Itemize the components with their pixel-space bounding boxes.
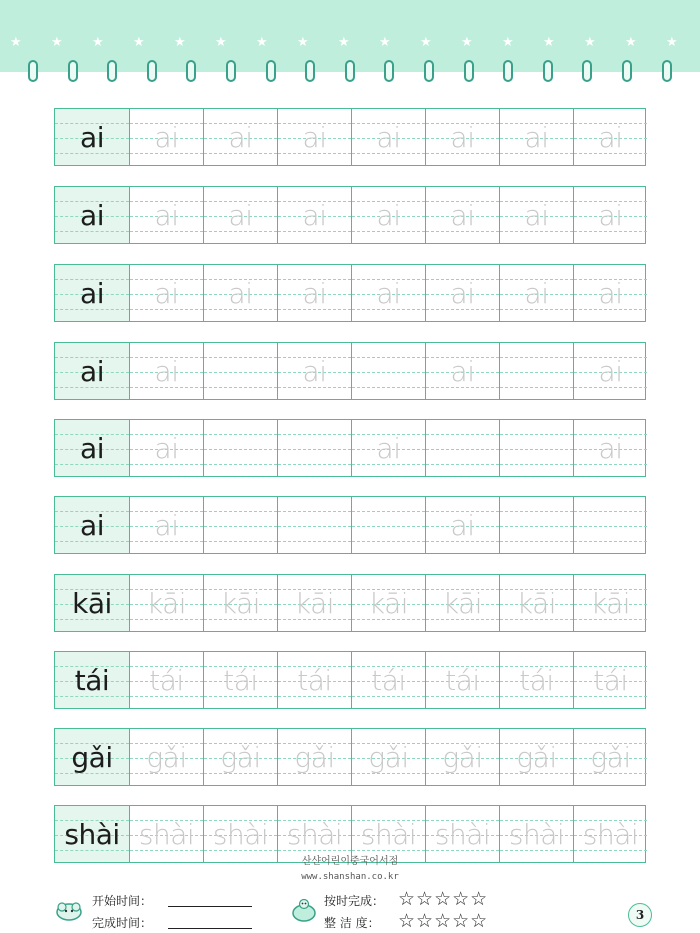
header-star-icon: ★ xyxy=(256,35,268,50)
trace-syllable: gǎi xyxy=(294,740,335,774)
binding-ring xyxy=(266,60,276,82)
practice-cell[interactable] xyxy=(277,652,351,708)
trace-syllable xyxy=(500,420,573,476)
model-syllable: ai xyxy=(80,431,104,465)
trace-syllable xyxy=(500,497,573,553)
header-star-icon: ★ xyxy=(502,35,514,50)
practice-cell[interactable] xyxy=(425,109,499,165)
practice-cell[interactable] xyxy=(351,652,425,708)
practice-cell[interactable] xyxy=(499,265,573,321)
model-cell xyxy=(55,187,129,243)
practice-cell[interactable] xyxy=(203,187,277,243)
trace-syllable: kāi xyxy=(516,586,557,620)
binding-ring xyxy=(503,60,513,82)
model-syllable: tái xyxy=(74,663,110,697)
header-star-icon: ★ xyxy=(461,35,473,50)
practice-cell[interactable] xyxy=(129,575,203,631)
model-cell xyxy=(55,343,129,399)
practice-row xyxy=(54,186,646,244)
practice-cell[interactable] xyxy=(277,265,351,321)
practice-cell[interactable] xyxy=(203,729,277,785)
model-syllable: ai xyxy=(80,276,104,310)
practice-cell[interactable] xyxy=(499,729,573,785)
trace-syllable: ai xyxy=(524,276,549,310)
trace-syllable: ai xyxy=(524,120,549,154)
trace-syllable: ai xyxy=(524,198,549,232)
start-time-label: 开始时间： xyxy=(92,894,153,908)
practice-row xyxy=(54,651,646,709)
practice-cell[interactable] xyxy=(129,729,203,785)
page-number: 3 xyxy=(628,903,652,927)
trace-syllable: tái xyxy=(371,663,406,697)
trace-syllable: gǎi xyxy=(368,740,409,774)
trace-syllable: ai xyxy=(450,198,475,232)
trace-syllable: kāi xyxy=(294,586,335,620)
binding-ring xyxy=(424,60,434,82)
binding-ring xyxy=(226,60,236,82)
practice-cell[interactable] xyxy=(573,575,647,631)
trace-syllable: gǎi xyxy=(516,740,557,774)
trace-syllable: shài xyxy=(434,817,491,851)
practice-cell[interactable] xyxy=(499,343,573,399)
binding-ring xyxy=(582,60,592,82)
model-cell xyxy=(55,575,129,631)
model-syllable: ai xyxy=(80,508,104,542)
practice-cell[interactable] xyxy=(277,187,351,243)
trace-syllable: shài xyxy=(582,817,639,851)
model-syllable: ai xyxy=(80,198,104,232)
trace-syllable: kāi xyxy=(146,586,187,620)
practice-cell[interactable] xyxy=(351,729,425,785)
trace-syllable: kāi xyxy=(590,586,631,620)
finish-time-blank xyxy=(168,928,252,929)
practice-cell[interactable] xyxy=(203,497,277,553)
header-star-icon: ★ xyxy=(10,35,22,50)
practice-row xyxy=(54,419,646,477)
header-star-icon: ★ xyxy=(584,35,596,50)
trace-syllable: ai xyxy=(376,431,401,465)
header-star-icon: ★ xyxy=(625,35,637,50)
model-syllable: ai xyxy=(80,354,104,388)
trace-syllable xyxy=(426,420,499,476)
trace-syllable: tái xyxy=(223,663,258,697)
model-syllable: kāi xyxy=(72,586,112,620)
binding-ring xyxy=(345,60,355,82)
model-cell xyxy=(55,420,129,476)
practice-cell[interactable] xyxy=(499,497,573,553)
practice-cell[interactable] xyxy=(129,420,203,476)
practice-cell[interactable] xyxy=(425,265,499,321)
practice-cell[interactable] xyxy=(351,187,425,243)
on-time-label: 按时完成： xyxy=(324,894,385,908)
binding-ring xyxy=(662,60,672,82)
binding-ring xyxy=(543,60,553,82)
turtle-icon xyxy=(290,898,318,924)
trace-syllable: ai xyxy=(598,198,623,232)
header-star-icon: ★ xyxy=(297,35,309,50)
trace-syllable: ai xyxy=(228,198,253,232)
practice-cell[interactable] xyxy=(425,575,499,631)
practice-cell[interactable] xyxy=(425,652,499,708)
watermark-url: www.shanshan.co.kr xyxy=(301,872,399,882)
binding-ring xyxy=(305,60,315,82)
practice-cell[interactable] xyxy=(425,497,499,553)
practice-cell[interactable] xyxy=(203,420,277,476)
binding-ring xyxy=(384,60,394,82)
model-cell xyxy=(55,109,129,165)
practice-cell[interactable] xyxy=(277,420,351,476)
binding-ring xyxy=(464,60,474,82)
finish-time-label: 完成时间： xyxy=(92,916,153,930)
practice-cell[interactable] xyxy=(573,343,647,399)
practice-row xyxy=(54,108,646,166)
trace-syllable: shài xyxy=(360,817,417,851)
model-cell xyxy=(55,652,129,708)
practice-cell[interactable] xyxy=(277,109,351,165)
trace-syllable: ai xyxy=(376,276,401,310)
trace-syllable: ai xyxy=(154,354,179,388)
trace-syllable: shài xyxy=(212,817,269,851)
binding-ring xyxy=(147,60,157,82)
neatness-rating-stars[interactable]: ☆☆☆☆☆ xyxy=(398,910,489,932)
trace-syllable: ai xyxy=(154,431,179,465)
model-cell xyxy=(55,497,129,553)
practice-cell[interactable] xyxy=(277,497,351,553)
header-star-icon: ★ xyxy=(133,35,145,50)
practice-cell[interactable] xyxy=(573,109,647,165)
practice-row xyxy=(54,264,646,322)
trace-syllable xyxy=(204,420,277,476)
trace-syllable: tái xyxy=(593,663,628,697)
practice-cell[interactable] xyxy=(351,343,425,399)
practice-cell[interactable] xyxy=(351,575,425,631)
trace-syllable xyxy=(204,343,277,399)
trace-syllable: ai xyxy=(302,198,327,232)
practice-row xyxy=(54,496,646,554)
trace-syllable: kāi xyxy=(220,586,261,620)
practice-cell[interactable] xyxy=(203,343,277,399)
trace-syllable: shài xyxy=(138,817,195,851)
practice-cell[interactable] xyxy=(129,265,203,321)
header-star-icon: ★ xyxy=(420,35,432,50)
trace-syllable: tái xyxy=(445,663,480,697)
practice-cell[interactable] xyxy=(351,265,425,321)
practice-cell[interactable] xyxy=(351,497,425,553)
practice-cell[interactable] xyxy=(351,109,425,165)
trace-syllable xyxy=(278,420,351,476)
practice-cell[interactable] xyxy=(277,575,351,631)
trace-syllable xyxy=(352,497,425,553)
practice-cell[interactable] xyxy=(573,420,647,476)
header-star-icon: ★ xyxy=(92,35,104,50)
trace-syllable: ai xyxy=(228,120,253,154)
trace-syllable: ai xyxy=(154,198,179,232)
practice-cell[interactable] xyxy=(573,265,647,321)
practice-cell[interactable] xyxy=(129,497,203,553)
header-star-icon: ★ xyxy=(543,35,555,50)
trace-syllable: ai xyxy=(302,120,327,154)
practice-cell[interactable] xyxy=(425,187,499,243)
practice-cell[interactable] xyxy=(425,343,499,399)
neatness-label: 整 洁 度： xyxy=(324,916,380,930)
trace-syllable: tái xyxy=(149,663,184,697)
trace-syllable: gǎi xyxy=(146,740,187,774)
trace-syllable: ai xyxy=(154,120,179,154)
binding-ring xyxy=(28,60,38,82)
model-syllable: ai xyxy=(80,120,104,154)
trace-syllable: ai xyxy=(302,354,327,388)
trace-syllable xyxy=(500,343,573,399)
practice-cell[interactable] xyxy=(129,343,203,399)
practice-cell[interactable] xyxy=(573,652,647,708)
binding-ring xyxy=(186,60,196,82)
practice-cell[interactable] xyxy=(573,497,647,553)
practice-row xyxy=(54,342,646,400)
trace-syllable: shài xyxy=(286,817,343,851)
practice-row xyxy=(54,728,646,786)
practice-cell[interactable] xyxy=(203,265,277,321)
practice-cell[interactable] xyxy=(499,420,573,476)
trace-syllable: ai xyxy=(598,354,623,388)
header-star-icon: ★ xyxy=(51,35,63,50)
trace-syllable xyxy=(574,497,647,553)
trace-syllable: ai xyxy=(450,508,475,542)
trace-syllable: ai xyxy=(228,276,253,310)
practice-row xyxy=(54,574,646,632)
practice-cell[interactable] xyxy=(129,109,203,165)
practice-cell[interactable] xyxy=(425,729,499,785)
trace-syllable: shài xyxy=(508,817,565,851)
trace-syllable: ai xyxy=(376,198,401,232)
trace-syllable: gǎi xyxy=(590,740,631,774)
trace-syllable: ai xyxy=(450,276,475,310)
trace-syllable xyxy=(278,497,351,553)
trace-syllable: ai xyxy=(450,120,475,154)
practice-cell[interactable] xyxy=(499,187,573,243)
practice-cell[interactable] xyxy=(129,187,203,243)
model-cell xyxy=(55,265,129,321)
trace-syllable: ai xyxy=(376,120,401,154)
trace-syllable: tái xyxy=(519,663,554,697)
practice-cell[interactable] xyxy=(277,343,351,399)
header-star-icon: ★ xyxy=(174,35,186,50)
practice-cell[interactable] xyxy=(277,729,351,785)
practice-cell[interactable] xyxy=(203,575,277,631)
header-star-icon: ★ xyxy=(666,35,678,50)
binding-ring xyxy=(107,60,117,82)
trace-syllable: kāi xyxy=(442,586,483,620)
model-cell xyxy=(55,729,129,785)
trace-syllable: gǎi xyxy=(220,740,261,774)
practice-cell[interactable] xyxy=(351,420,425,476)
start-time-blank xyxy=(168,906,252,907)
practice-cell[interactable] xyxy=(499,109,573,165)
trace-syllable: ai xyxy=(598,120,623,154)
practice-cell[interactable] xyxy=(203,652,277,708)
model-syllable: shài xyxy=(64,817,120,851)
watermark-korean: 산샨어린이중국어서점 xyxy=(301,856,399,867)
trace-syllable: ai xyxy=(154,276,179,310)
sheep-icon xyxy=(54,900,84,922)
header-star-icon: ★ xyxy=(338,35,350,50)
trace-syllable xyxy=(352,343,425,399)
binding-ring xyxy=(622,60,632,82)
practice-cell[interactable] xyxy=(573,187,647,243)
trace-syllable: gǎi xyxy=(442,740,483,774)
model-syllable: gǎi xyxy=(71,740,113,774)
practice-cell[interactable] xyxy=(129,652,203,708)
trace-syllable: ai xyxy=(302,276,327,310)
trace-syllable: tái xyxy=(297,663,332,697)
trace-syllable: ai xyxy=(154,508,179,542)
practice-cell[interactable] xyxy=(499,652,573,708)
header-star-icon: ★ xyxy=(215,35,227,50)
practice-cell[interactable] xyxy=(499,575,573,631)
practice-cell[interactable] xyxy=(425,420,499,476)
trace-syllable: ai xyxy=(450,354,475,388)
trace-syllable: ai xyxy=(598,276,623,310)
on-time-rating-stars[interactable]: ☆☆☆☆☆ xyxy=(398,888,489,910)
trace-syllable xyxy=(204,497,277,553)
practice-cell[interactable] xyxy=(573,729,647,785)
header-star-icon: ★ xyxy=(379,35,391,50)
trace-syllable: kāi xyxy=(368,586,409,620)
binding-ring xyxy=(68,60,78,82)
trace-syllable: ai xyxy=(598,431,623,465)
practice-cell[interactable] xyxy=(203,109,277,165)
